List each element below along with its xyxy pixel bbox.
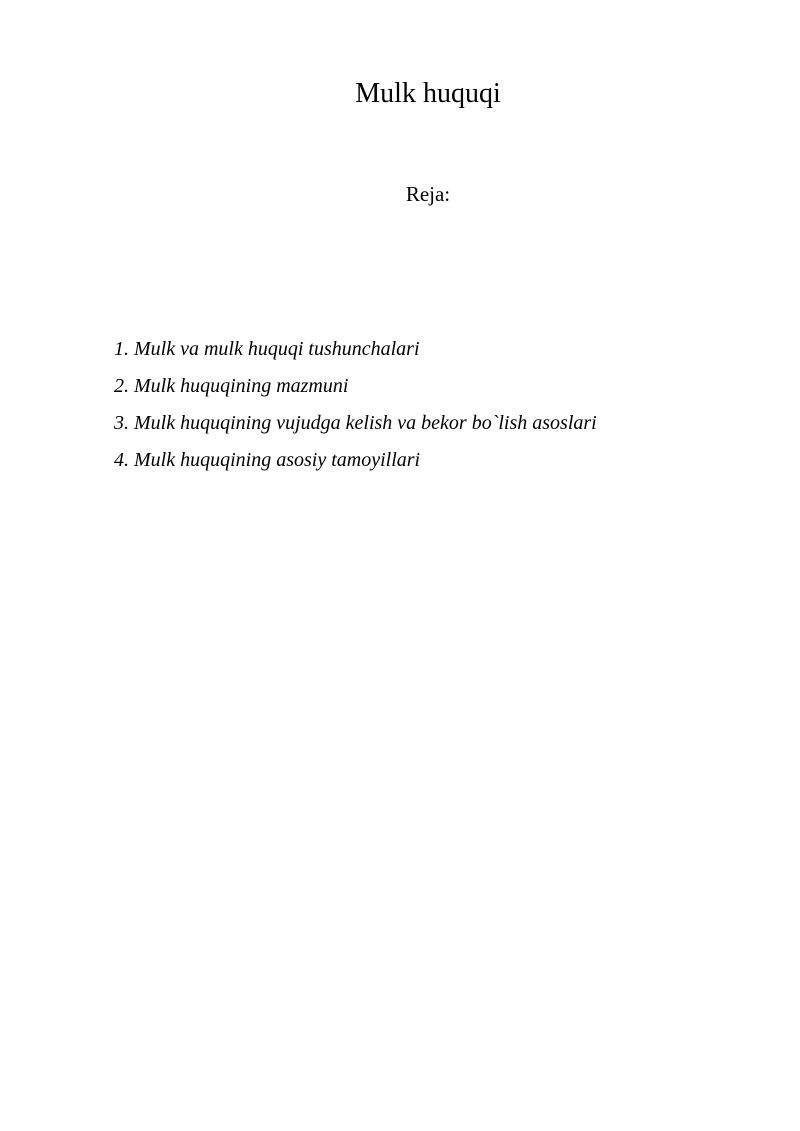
plan-item-3: 3. Mulk huquqining vujudga kelish va bekor bo`lish asoslari: [114, 412, 597, 434]
plan-item-4: 4. Mulk huquqining asosiy tamoyillari: [114, 449, 421, 471]
plan-list: [114, 336, 597, 484]
plan-item-2: 2. Mulk huquqining mazmuni: [114, 375, 349, 397]
plan-heading: Reja:: [405, 182, 451, 206]
page-title: Mulk huquqi: [355, 78, 501, 109]
plan-item-1: 1. Mulk va mulk huquqi tushunchalari: [114, 338, 420, 360]
